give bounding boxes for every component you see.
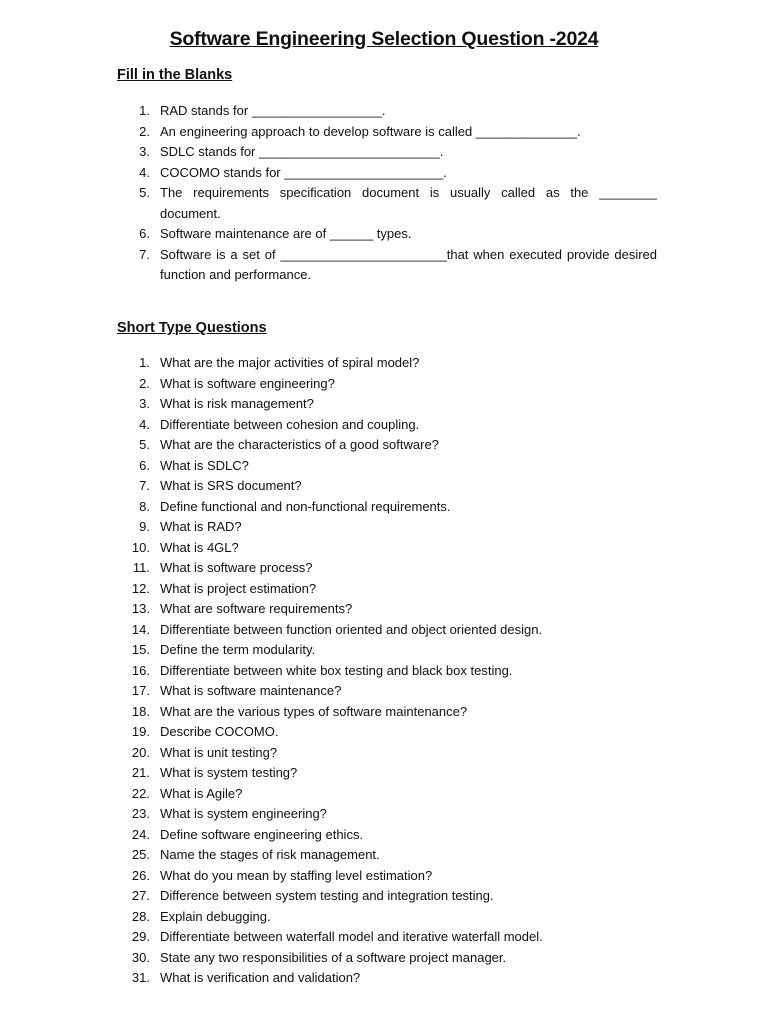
question-number: 31.: [131, 970, 150, 985]
short-question-item: [117, 968, 657, 989]
short-question-item: [117, 743, 657, 764]
fill-blank-item: [117, 224, 657, 245]
question-text: What is project estimation?: [160, 580, 317, 596]
question-number: 18.: [131, 703, 150, 719]
question-number: 1.: [139, 103, 150, 118]
question-text: SDLC stands for _________________________.: [160, 144, 444, 159]
question-number: 17.: [131, 683, 150, 698]
fill-blank-item: [117, 101, 657, 122]
question-text: Differentiate between cohesion and coupling.: [160, 416, 420, 432]
question-text: What are the characteristics of a good software?: [160, 437, 439, 452]
question-text: Define software engineering ethics.: [160, 826, 364, 842]
short-question-item: [117, 558, 657, 579]
question-text: An engineering approach to develop software is called ______________.: [160, 123, 581, 139]
question-text: COCOMO stands for ______________________.: [160, 164, 447, 180]
short-question-item: [117, 825, 657, 846]
short-question-item: [117, 353, 657, 374]
question-number: 28.: [131, 908, 150, 924]
short-question-item: [117, 456, 657, 477]
question-number: 16.: [131, 662, 150, 678]
question-number: 15.: [131, 642, 150, 657]
question-number: 7.: [139, 246, 150, 262]
question-text: Differentiate between function oriented and object oriented design.: [160, 621, 543, 637]
question-number: 2.: [139, 123, 150, 139]
question-text: What is unit testing?: [160, 744, 278, 760]
short-question-item: [117, 620, 657, 641]
short-question-item: [117, 661, 657, 682]
question-text: Differentiate between white box testing and black box testing.: [160, 662, 513, 678]
short-question-item: [117, 640, 657, 661]
question-text: What do you mean by staffing level estimation?: [160, 867, 433, 883]
question-number: 29.: [131, 929, 150, 944]
question-number: 20.: [131, 744, 150, 760]
question-number: 11.: [132, 560, 150, 575]
question-number: 3.: [139, 144, 150, 159]
fill-blanks-heading: Fill in the Blanks: [117, 67, 233, 83]
question-text: What is Agile?: [160, 785, 243, 801]
question-number: 5.: [139, 437, 150, 452]
question-text: What is 4GL?: [160, 539, 239, 555]
short-question-item: [117, 497, 657, 518]
fill-blank-item: [117, 245, 657, 286]
question-text: What are the major activities of spiral model?: [160, 355, 420, 370]
question-number: 6.: [139, 457, 150, 473]
question-number: 26.: [131, 867, 150, 883]
fill-blank-item: [117, 183, 657, 224]
question-text: What is RAD?: [160, 519, 242, 534]
short-questions-list: [117, 353, 657, 989]
short-question-item: [117, 886, 657, 907]
question-text: The requirements specification document is usually called as the ________ document.: [160, 185, 657, 221]
short-question-item: [117, 907, 657, 928]
question-number: 27.: [131, 888, 150, 903]
short-question-item: [117, 538, 657, 559]
short-question-item: [117, 866, 657, 887]
question-text: Difference between system testing and integration testing.: [160, 888, 494, 903]
question-number: 9.: [139, 519, 150, 534]
question-text: Define functional and non-functional requirements.: [160, 498, 451, 514]
short-question-item: [117, 579, 657, 600]
short-question-item: [117, 517, 657, 538]
question-text: What is SRS document?: [160, 478, 302, 493]
question-text: RAD stands for __________________.: [160, 103, 386, 118]
short-questions-heading: Short Type Questions: [117, 320, 267, 336]
question-number: 12.: [131, 580, 150, 596]
question-number: 25.: [131, 847, 150, 862]
question-number: 6.: [139, 226, 150, 241]
fill-blanks-list: [117, 101, 657, 286]
question-text: What is software process?: [160, 560, 313, 575]
question-text: Differentiate between waterfall model and iterative waterfall model.: [160, 929, 543, 944]
fill-blank-item: [117, 163, 657, 184]
question-number: 21.: [131, 765, 150, 780]
question-number: 10.: [131, 539, 150, 555]
fill-blank-item: [117, 122, 657, 143]
question-text: Explain debugging.: [160, 908, 271, 924]
document-title: Software Engineering Selection Question -2024: [169, 28, 599, 50]
short-question-item: [117, 476, 657, 497]
question-number: 7.: [139, 478, 150, 493]
short-question-item: [117, 763, 657, 784]
short-question-item: [117, 681, 657, 702]
short-question-item: [117, 927, 657, 948]
short-question-item: [117, 784, 657, 805]
question-text: Software maintenance are of ______ types.: [160, 226, 412, 241]
question-text: Describe COCOMO.: [160, 724, 279, 739]
fill-blank-item: [117, 142, 657, 163]
short-question-item: [117, 599, 657, 620]
question-text: What are the various types of software maintenance?: [160, 703, 468, 719]
question-number: 23.: [131, 806, 150, 821]
question-number: 4.: [139, 164, 150, 180]
short-question-item: [117, 394, 657, 415]
question-text: What is system testing?: [160, 765, 298, 780]
question-number: 2.: [139, 375, 150, 391]
short-question-item: [117, 374, 657, 395]
question-text: What is risk management?: [160, 396, 314, 411]
question-text: Software is a set of _______________________that when executed provide desired function and performance.: [160, 246, 657, 282]
question-number: 22.: [131, 785, 150, 801]
short-question-item: [117, 845, 657, 866]
short-question-item: [117, 948, 657, 969]
short-question-item: [117, 702, 657, 723]
question-number: 1.: [139, 355, 150, 370]
question-number: 8.: [139, 498, 150, 514]
question-number: 4.: [139, 416, 150, 432]
question-text: What is software engineering?: [160, 375, 335, 391]
question-text: What is SDLC?: [160, 457, 249, 473]
question-number: 19.: [131, 724, 150, 739]
question-text: What is system engineering?: [160, 806, 327, 821]
question-number: 24.: [131, 826, 150, 842]
short-question-item: [117, 804, 657, 825]
question-text: What is verification and validation?: [160, 970, 361, 985]
question-text: Define the term modularity.: [160, 642, 316, 657]
short-question-item: [117, 722, 657, 743]
question-number: 5.: [139, 185, 150, 200]
question-text: State any two responsibilities of a software project manager.: [160, 949, 507, 965]
question-text: What is software maintenance?: [160, 683, 342, 698]
short-question-item: [117, 415, 657, 436]
question-number: 3.: [139, 396, 150, 411]
question-number: 30.: [131, 949, 150, 965]
question-text: Name the stages of risk management.: [160, 847, 380, 862]
short-question-item: [117, 435, 657, 456]
question-number: 14.: [131, 621, 150, 637]
question-number: 13.: [131, 601, 150, 616]
question-text: What are software requirements?: [160, 601, 353, 616]
